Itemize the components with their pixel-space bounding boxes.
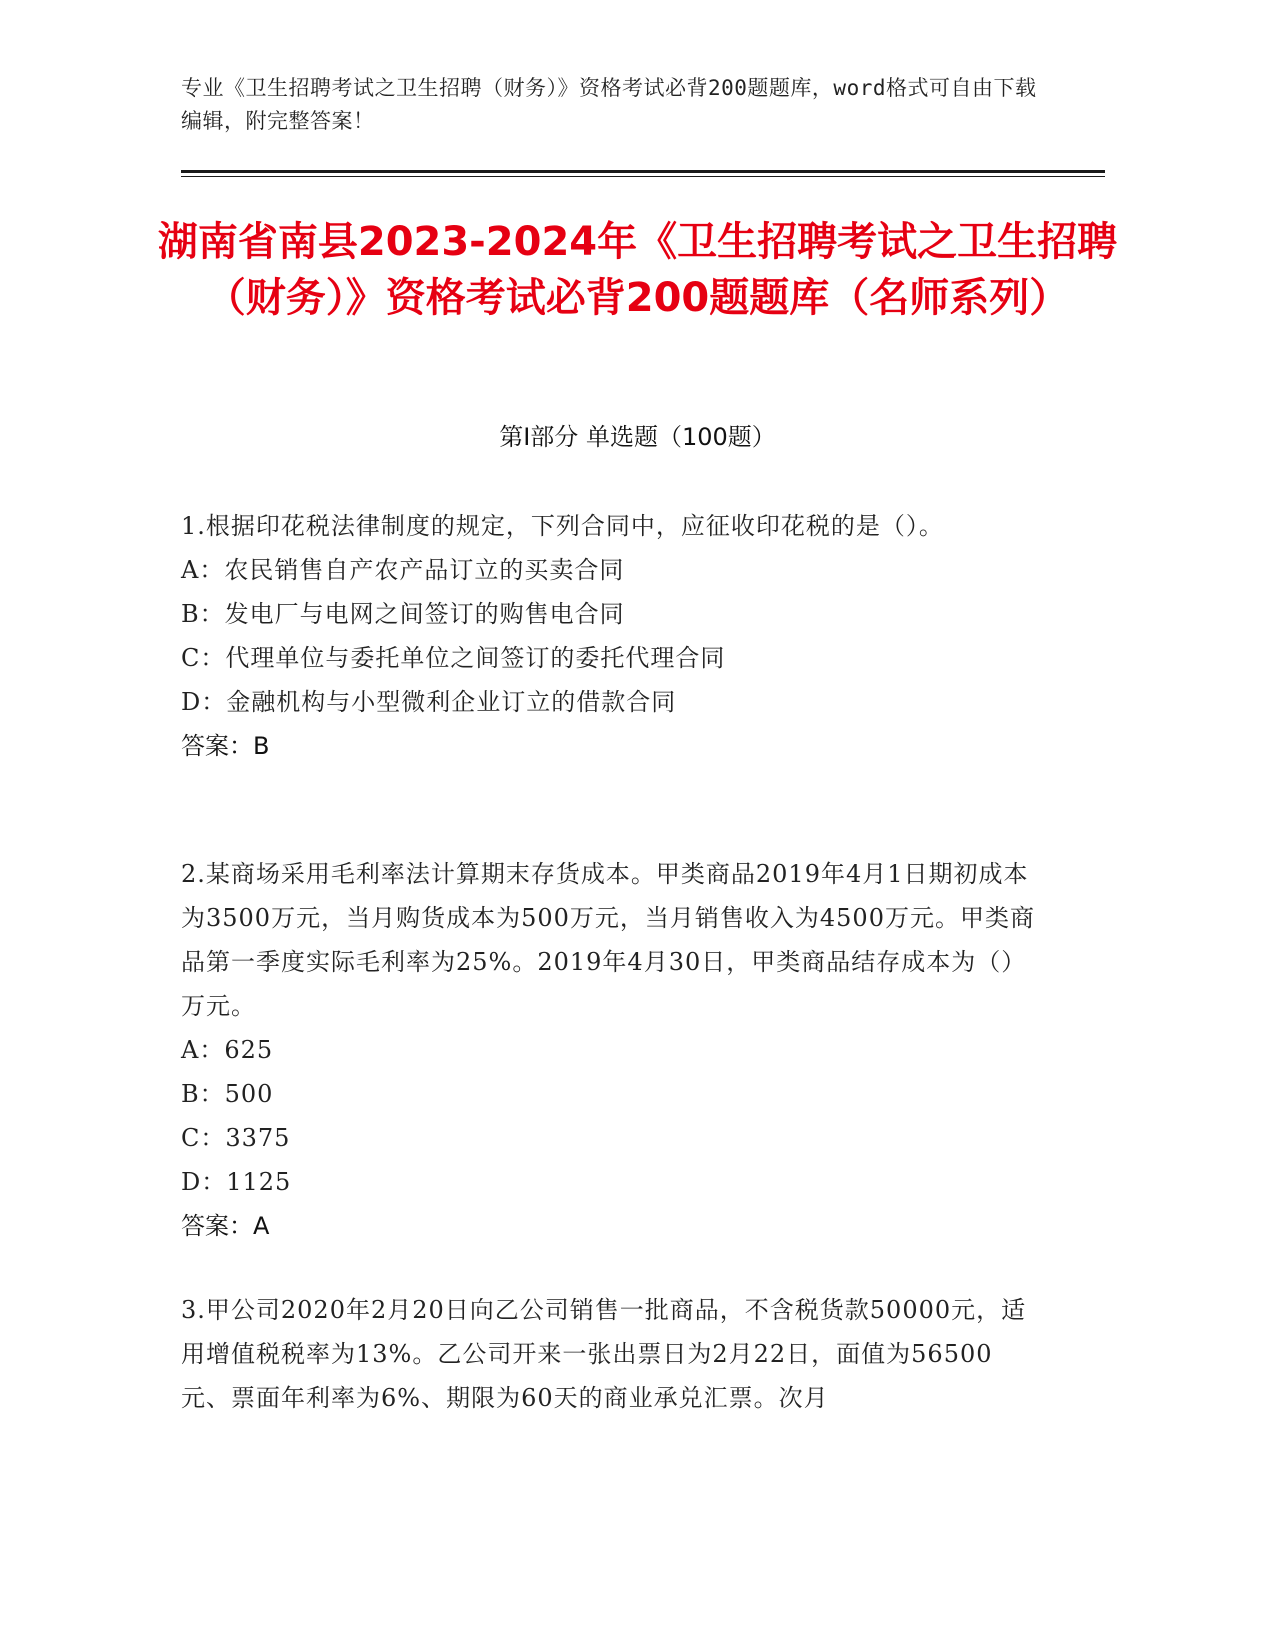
section-heading: 第I部分 单选题（100题）	[499, 423, 776, 451]
question-2	[181, 852, 1041, 1248]
header-divider	[181, 170, 1105, 173]
question-3	[181, 1288, 1041, 1420]
option-a: A：农民销售自产农产品订立的买卖合同	[181, 556, 625, 584]
option-d: D：1125	[181, 1168, 292, 1196]
question-1	[181, 504, 1041, 768]
option-a: A：625	[181, 1036, 274, 1064]
option-b: B：500	[181, 1080, 274, 1108]
answer: 答案：A	[181, 1212, 270, 1240]
option-c: C：3375	[181, 1124, 291, 1152]
header-divider-thin	[181, 176, 1105, 177]
option-b: B：发电厂与电网之间签订的购售电合同	[181, 600, 625, 628]
answer: 答案：B	[181, 732, 270, 760]
header-note: 专业《卫生招聘考试之卫生招聘（财务）》资格考试必背200题题库，word格式可自由下载编辑，附完整答案！	[181, 76, 1037, 133]
document-title: 湖南省南县2023-2024年《卫生招聘考试之卫生招聘（财务）》资格考试必背200题题库（名师系列）	[157, 219, 1118, 321]
question-stem: 2.某商场采用毛利率法计算期末存货成本。甲类商品2019年4月1日期初成本为3500万元，当月购货成本为500万元，当月销售收入为4500万元。甲类商品第一季度实际毛利率为25%。2019年4月30日，甲类商品结存成本为（）万元。	[181, 860, 1035, 1020]
option-d: D：金融机构与小型微利企业订立的借款合同	[181, 688, 677, 716]
question-stem: 3.甲公司2020年2月20日向乙公司销售一批商品，不含税货款50000元，适用增值税税率为13%。乙公司开来一张出票日为2月22日，面值为56500元、票面年利率为6%、期限为60天的商业承兑汇票。次月	[181, 1296, 1027, 1412]
option-c: C：代理单位与委托单位之间签订的委托代理合同	[181, 644, 726, 672]
question-stem: 1.根据印花税法律制度的规定，下列合同中，应征收印花税的是（）。	[181, 512, 944, 540]
